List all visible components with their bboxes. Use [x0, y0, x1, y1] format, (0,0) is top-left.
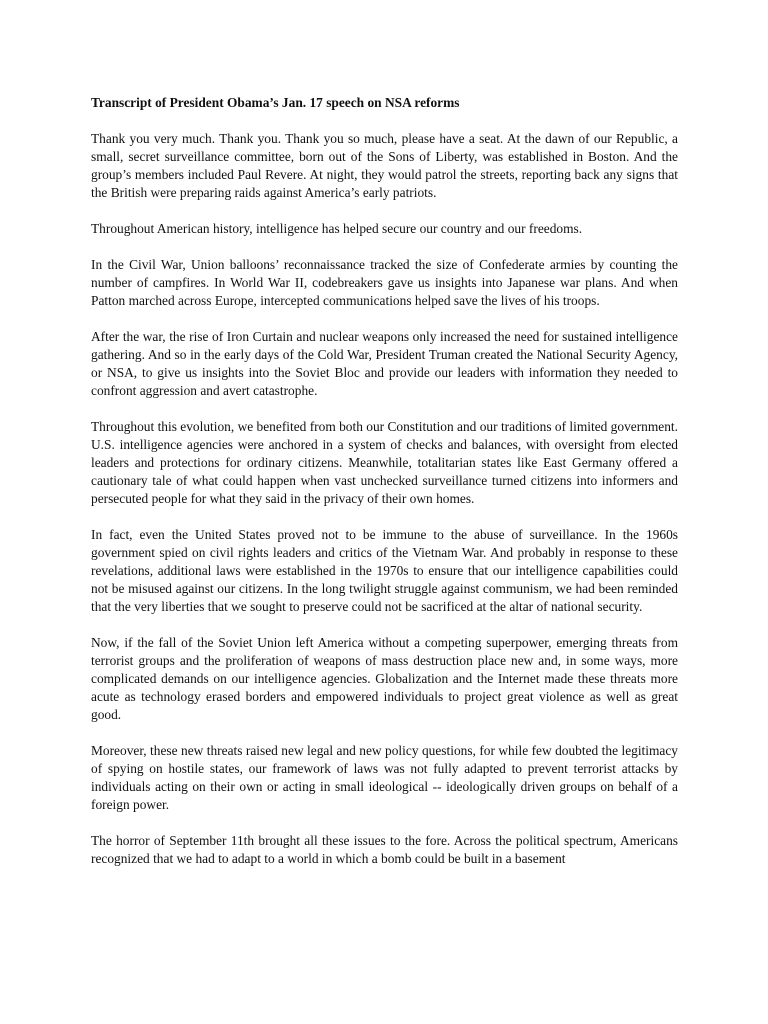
paragraph-7: Now, if the fall of the Soviet Union left America without a competing superpower, emerging threats from terrorist groups and the proliferation of weapons of mass destruction place new and, in some ways, more complicated demands on our intelligence agencies. Globalization and the Internet made these threats more acute as technology erased borders and empowered individuals to project great violence as well as great good.	[91, 635, 678, 722]
paragraph-9: The horror of September 11th brought all these issues to the fore. Across the political spectrum, Americans recognized that we had to adapt to a world in which a bomb could be built in a basement	[91, 833, 678, 866]
paragraph-5: Throughout this evolution, we benefited from both our Constitution and our traditions of limited government. U.S. intelligence agencies were anchored in a system of checks and balances, with oversight from elected leaders and protections for ordinary citizens. Meanwhile, totalitarian states like East Germany offered a cautionary tale of what could happen when vast unchecked surveillance turned citizens into informers and persecuted people for what they said in the privacy of their own homes.	[91, 419, 678, 506]
paragraph-4: After the war, the rise of Iron Curtain and nuclear weapons only increased the need for sustained intelligence gathering. And so in the early days of the Cold War, President Truman created the National Security Agency, or NSA, to give us insights into the Soviet Bloc and provide our leaders with information they needed to confront aggression and avert catastrophe.	[91, 329, 678, 398]
document-title: Transcript of President Obama’s Jan. 17 speech on NSA reforms	[91, 95, 460, 110]
paragraph-3: In the Civil War, Union balloons’ reconnaissance tracked the size of Confederate armies by counting the number of campfires. In World War II, codebreakers gave us insights into Japanese war plans. And when Patton marched across Europe, intercepted communications helped save the lives of his troops.	[91, 257, 678, 308]
paragraph-2: Throughout American history, intelligence has helped secure our country and our freedoms.	[91, 221, 583, 236]
paragraph-6: In fact, even the United States proved not to be immune to the abuse of surveillance. In the 1960s government spied on civil rights leaders and critics of the Vietnam War. And probably in response to these revelations, additional laws were established in the 1970s to ensure that our intelligence capabilities could not be misused against our citizens. In the long twilight struggle against communism, we had been reminded that the very liberties that we sought to preserve could not be sacrificed at the altar of national security.	[91, 527, 678, 614]
document-page	[91, 94, 678, 868]
paragraph-1: Thank you very much. Thank you. Thank you so much, please have a seat. At the dawn of our Republic, a small, secret surveillance committee, born out of the Sons of Liberty, was established in Boston. And the group’s members included Paul Revere. At night, they would patrol the streets, reporting back any signs that the British were preparing raids against America’s early patriots.	[91, 131, 678, 200]
paragraph-8: Moreover, these new threats raised new legal and new policy questions, for while few doubted the legitimacy of spying on hostile states, our framework of laws was not fully adapted to prevent terrorist attacks by individuals acting on their own or acting in small ideological -- ideologically driven groups on behalf of a foreign power.	[91, 743, 678, 812]
